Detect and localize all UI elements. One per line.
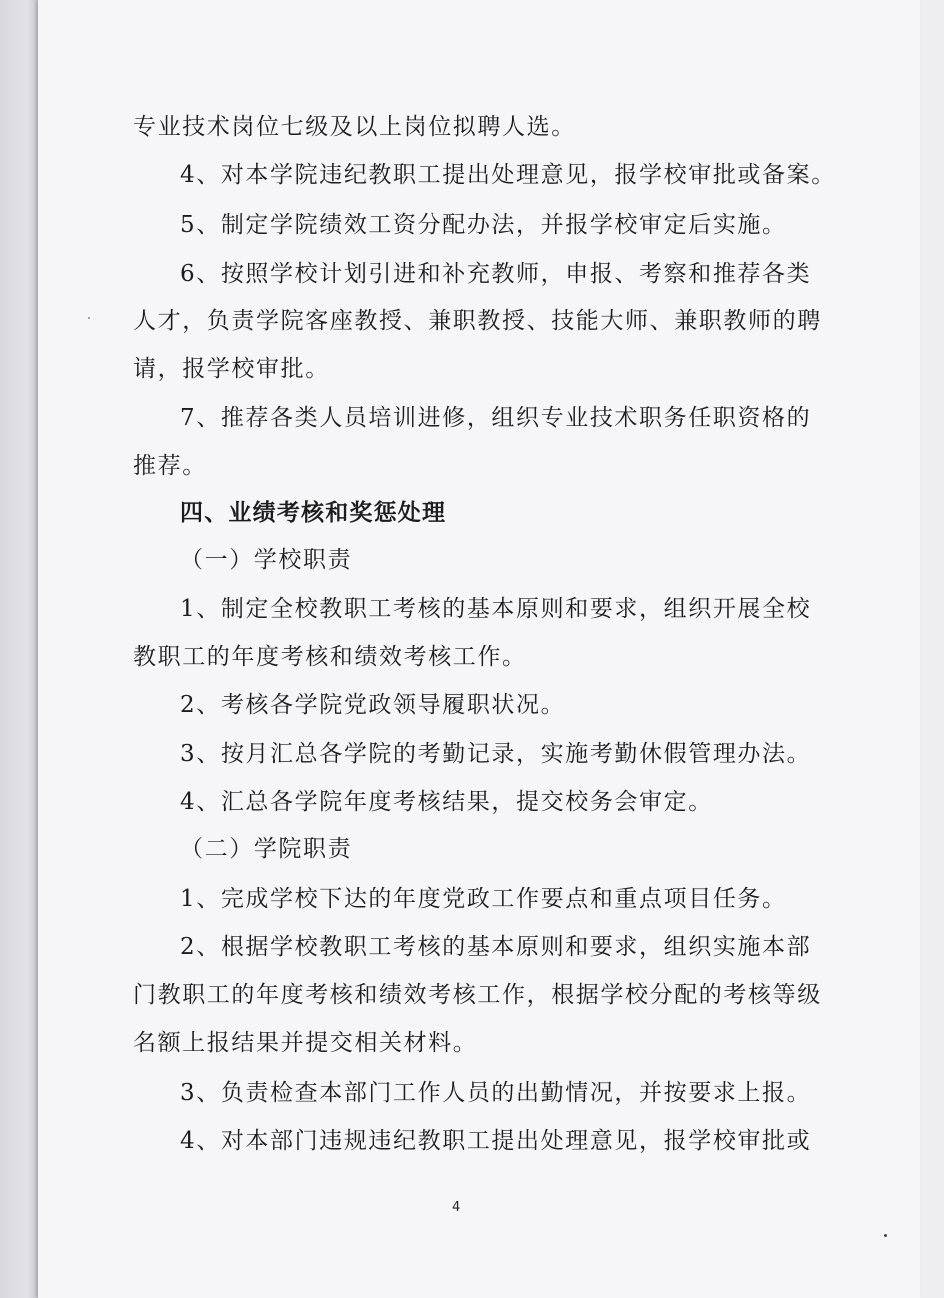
text-line: 人才，负责学院客座教授、兼职教授、技能大师、兼职教师的聘 bbox=[133, 308, 822, 334]
book-spine bbox=[0, 0, 38, 1298]
section-heading: 四、业绩考核和奖惩处理 bbox=[180, 500, 447, 526]
scan-margin bbox=[920, 0, 944, 1298]
text-line: 教职工的年度考核和绩效考核工作。 bbox=[133, 644, 527, 670]
text-line: 4、汇总各学院年度考核结果，提交校务会审定。 bbox=[180, 789, 713, 815]
text-line: 4、对本学院违纪教职工提出处理意见，报学校审批或备案。 bbox=[180, 162, 836, 188]
text-line: 1、完成学校下达的年度党政工作要点和重点项目任务。 bbox=[180, 886, 787, 912]
scan-speck bbox=[88, 317, 90, 319]
subsection-heading: （二）学院职责 bbox=[180, 836, 353, 862]
text-line: 专业技术岗位七级及以上岗位拟聘人选。 bbox=[133, 114, 576, 140]
text-line: 5、制定学院绩效工资分配办法，并报学校审定后实施。 bbox=[180, 212, 787, 238]
text-line: 2、考核各学院党政领导履职状况。 bbox=[180, 692, 566, 718]
text-line: 请，报学校审批。 bbox=[133, 356, 330, 382]
text-line: 门教职工的年度考核和绩效考核工作，根据学校分配的考核等级 bbox=[133, 982, 822, 1008]
text-line: 4、对本部门违规违纪教职工提出处理意见，报学校审批或 bbox=[180, 1128, 812, 1154]
subsection-heading: （一）学校职责 bbox=[180, 547, 353, 573]
text-line: 名额上报结果并提交相关材料。 bbox=[133, 1030, 478, 1056]
scan-speck bbox=[884, 1234, 887, 1237]
text-line: 1、制定全校教职工考核的基本原则和要求，组织开展全校 bbox=[180, 596, 812, 622]
text-line: 7、推荐各类人员培训进修，组织专业技术职务任职资格的 bbox=[180, 405, 812, 431]
page-number: 4 bbox=[452, 1200, 461, 1215]
text-line: 6、按照学校计划引进和补充教师，申报、考察和推荐各类 bbox=[180, 261, 812, 287]
text-line: 3、负责检查本部门工作人员的出勤情况，并按要求上报。 bbox=[180, 1080, 812, 1106]
text-line: 3、按月汇总各学院的考勤记录，实施考勤休假管理办法。 bbox=[180, 741, 812, 767]
text-line: 2、根据学校教职工考核的基本原则和要求，组织实施本部 bbox=[180, 934, 812, 960]
text-line: 推荐。 bbox=[133, 453, 207, 479]
